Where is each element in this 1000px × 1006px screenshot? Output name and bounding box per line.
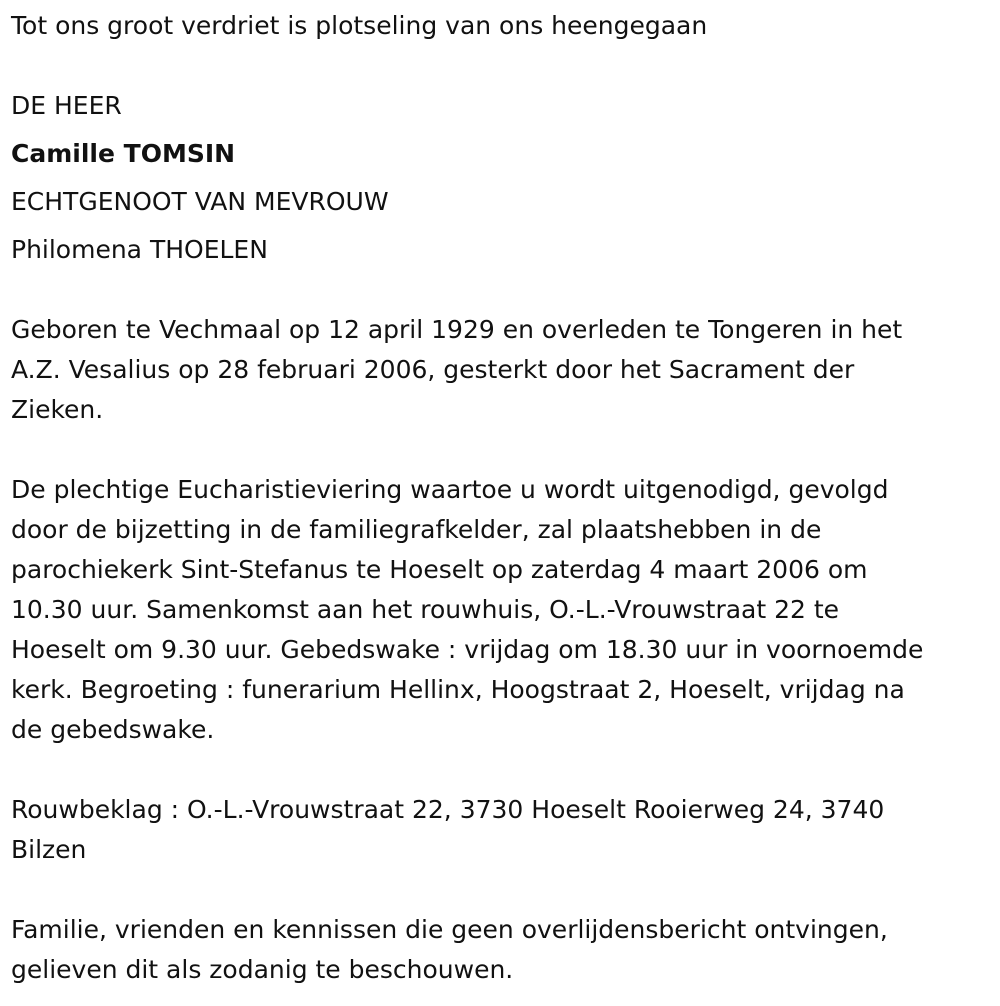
closing-paragraph bbox=[11, 910, 986, 990]
paragraph-line: De plechtige Eucharistieviering waartoe u wordt uitgenodigd, gevolgd bbox=[11, 475, 889, 504]
paragraph-line: door de bijzetting in de familiegrafkelder, zal plaatshebben in de bbox=[11, 515, 822, 544]
paragraph-line: Geboren te Vechmaal op 12 april 1929 en overleden te Tongeren in het bbox=[11, 315, 903, 344]
paragraph-line: gelieven dit als zodanig te beschouwen. bbox=[11, 955, 514, 984]
title-prefix: DE HEER bbox=[11, 91, 122, 120]
paragraph-line: Rouwbeklag : O.-L.-Vrouwstraat 22, 3730 Hoeselt Rooierweg 24, 3740 bbox=[11, 795, 885, 824]
paragraph-line: Zieken. bbox=[11, 395, 104, 424]
spouse-label: ECHTGENOOT VAN MEVROUW bbox=[11, 187, 389, 216]
paragraph-line: kerk. Begroeting : funerarium Hellinx, Hoogstraat 2, Hoeselt, vrijdag na bbox=[11, 675, 905, 704]
paragraph-line: A.Z. Vesalius op 28 februari 2006, gesterkt door het Sacrament der bbox=[11, 355, 855, 384]
paragraph-line: Bilzen bbox=[11, 835, 87, 864]
paragraph-line: 10.30 uur. Samenkomst aan het rouwhuis, O.-L.-Vrouwstraat 22 te bbox=[11, 595, 840, 624]
ceremony-paragraph bbox=[11, 470, 986, 750]
paragraph-line: de gebedswake. bbox=[11, 715, 215, 744]
paragraph-line: Hoeselt om 9.30 uur. Gebedswake : vrijdag om 18.30 uur in voornoemde bbox=[11, 635, 924, 664]
intro-text: Tot ons groot verdriet is plotseling van ons heengegaan bbox=[11, 11, 708, 40]
paragraph-line: Familie, vrienden en kennissen die geen overlijdensbericht ontvingen, bbox=[11, 915, 888, 944]
condolences-paragraph bbox=[11, 790, 986, 870]
birth-death-paragraph bbox=[11, 310, 986, 430]
deceased-name: Camille TOMSIN bbox=[11, 139, 236, 168]
paragraph-line: parochiekerk Sint-Stefanus te Hoeselt op zaterdag 4 maart 2006 om bbox=[11, 555, 868, 584]
spouse-name: Philomena THOELEN bbox=[11, 235, 268, 264]
